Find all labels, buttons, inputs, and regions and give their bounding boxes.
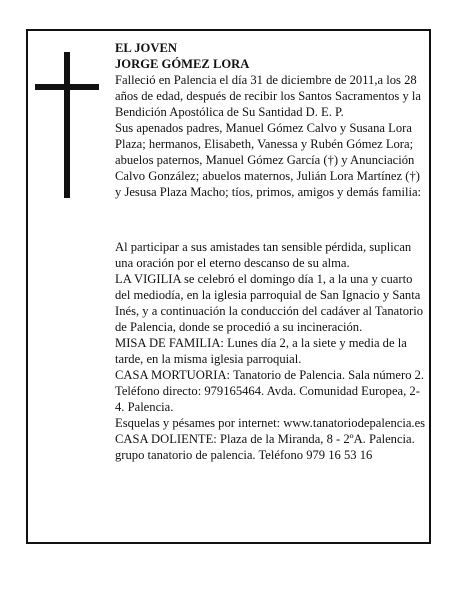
- death-announcement: Falleció en Palencia el día 31 de diciembre de 2011,a los 28 años de edad, después de recibir los Santos Sacramentos y la Bendición Apostólica de Su Santidad D. E. P.: [115, 73, 422, 119]
- funeral-home-info: CASA MORTUORIA: Tanatorio de Palencia. Sala número 2. Teléfono directo: 979165464. Avda. Comunidad Europea, 2-4. Palencia.: [115, 368, 425, 414]
- obituary-text: [115, 40, 423, 200]
- family-mass-info: MISA DE FAMILIA: Lunes día 2, a la siete y media de la tarde, en la misma iglesia parroquial.: [115, 336, 407, 366]
- cross-horizontal-bar: [35, 84, 99, 90]
- deceased-name: JORGE GÓMEZ LORA: [115, 57, 250, 71]
- vigil-info: LA VIGILIA se celebró el domingo día 1, a la una y cuarto del mediodía, en la iglesia parroquial de San Ignacio y Santa Inés, y a continuación la conducción del cadáver al Tanatorio de Palencia, donde se procedió a su incineración.: [115, 272, 424, 334]
- cross-vertical-bar: [64, 52, 70, 198]
- family-list: Sus apenados padres, Manuel Gómez Calvo y Susana Lora Plaza; hermanos, Elisabeth, Vanessa y Rubén Gómez Lora; abuelos paternos, Manuel Gómez García (†) y Anunciación Calvo González; abuelos maternos, Julián Lora Martínez (†) y Jesusa Plaza Macho; tíos, primos, amigos y demás familia:: [115, 121, 422, 199]
- heading-line-1: EL JOVEN: [115, 41, 177, 55]
- obituary-text-wide: [115, 239, 427, 463]
- prayer-request: Al participar a sus amistades tan sensible pérdida, suplican una oración por el eterno descanso de su alma.: [115, 240, 412, 270]
- latin-cross-icon: [35, 52, 99, 198]
- online-condolences: Esquelas y pésames por internet: www.tanatoriodepalencia.es: [115, 416, 426, 430]
- family-home-address: CASA DOLIENTE: Plaza de la Miranda, 8 - 2ºA. Palencia.: [115, 432, 415, 446]
- funeral-group-phone: grupo tanatorio de palencia. Teléfono 979 16 53 16: [115, 448, 373, 462]
